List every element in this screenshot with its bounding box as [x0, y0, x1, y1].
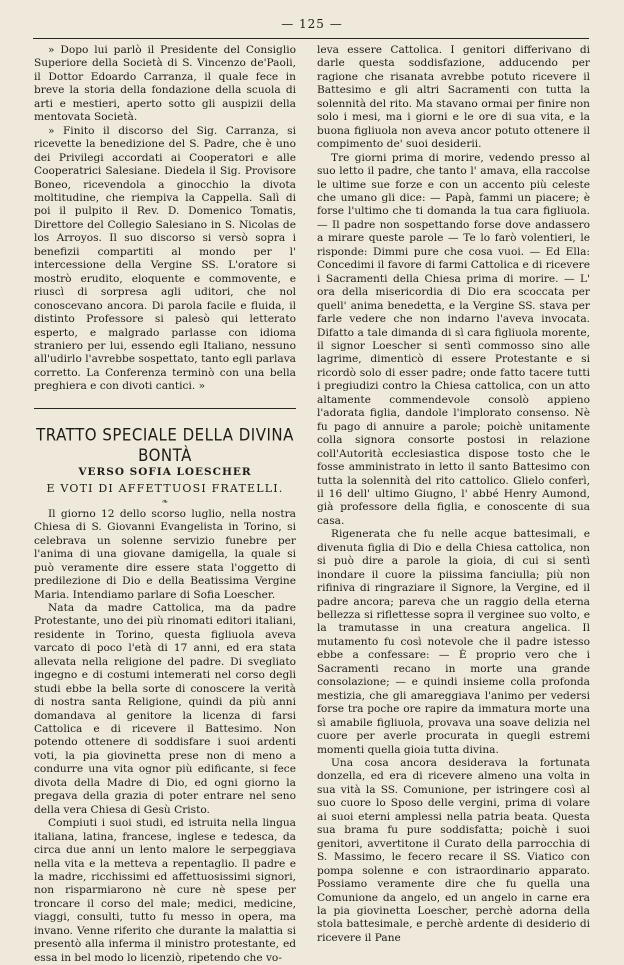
section-subtitle: VERSO SOFIA LOESCHER — [78, 465, 252, 478]
right-column — [317, 44, 590, 945]
paragraph-three-days: Tre giorni prima di morire, vedendo presso al suo letto il padre, che tanto l' amava, ella raccolse le ultime sue forze e con un accento più celeste che umano gli dice: — Papà, fammi un piacere; è forse l'ultimo che ti domanda la tua cara figliuola. — Il padre non sospettando forse dove andassero a mirare queste parole — Te lo farò volentieri, le risponde: Dimmi pure che cosa vuoi. — Ed Ella: Concedimi il favore di farmi Cattolica e di ricevere i Sacramenti della Chiesa prima di morire. — L' ora della misericordia di Dio era scoccata per quell' anima benedetta, e la Vergine SS. stava per farle vedere che non indarno l'aveva invocata. Difatto a tale dimanda di sì cara figliuola morente, il signor Loescher si sentì commosso sino alle lagrime, dimenticò di essere Protestante e si ricordò solo di esser padre; onde fatto tacere tutti i pregiudizi contro la Chiesa cattolica, con un atto altamente commendevole consolò appieno l'adorata figlia, dandole l'implorato consenso. Nè fu pago di annuire a parole; poichè unitamente colla signora consorte postosi in relazione coll'Autorità ecclesiastica dispose tosto che le fosse amministrato in letto il santo Battesimo con tutta la solennità del rito cattolico. Glielo conferì, il 16 dell' ultimo Giugno, l' abbé Henry Aumond, già professore della figlia, e conoscente di sua casa. — [317, 151, 590, 527]
paragraph-studies: Compiuti i suoi studi, ed istruita nella lingua italiana, latina, francese, inglese e tedesca, da circa due anni un lento malore le serpeggiava nella vita e la metteva a repentaglio. Il padre e la madre, ricchissimi ed affettuosissimi signori, non risparmiarono nè cure nè spese per troncare il corso del male; medici, medicine, viaggi, consulti, tutto fu messo in opera, ma invano. Venne riferito che durante la malattia si presentò alla inferma il ministro protestante, ed essa in bel modo lo licenziò, ripetendo che vo- — [34, 817, 296, 964]
paragraph-continuation: leva essere Cattolica. I genitori differivano di darle questa soddisfazione, adducendo per ragione che risanata avrebbe potuto ricevere il Battesimo e gli altri Sacramenti con tutta la solennità del rito. Ma stavano ormai per finire non solo i mesi, ma i giorni e le ore di sua vita, e la buona figliuola non aveva ancor potuto ottenere il compimento de' suoi desiderii. — [317, 44, 590, 151]
section-subtitle-secondary: E VOTI DI AFFETTUOSI FRATELLI. — [46, 481, 284, 495]
page-number: — 125 — — [281, 17, 343, 31]
paragraph-regenerated: Rigenerata che fu nelle acque battesimali, e divenuta figlia di Dio e della Chiesa cattolica, non si può dire a parole la gioia, di cui si sentì inondare il cuore la piissima fanciulla; più non rifiniva di ringraziare il Signore, la Vergine, ed il padre ancora; pareva che un raggio della eterna bellezza si riflettesse sopra il verginee suo volto, e la tramutasse in una creatura angelica. Il mutamento fu così notevole che il padre istesso ebbe a confessare: — È proprio vero che i Sacramenti recano in morte una grande consolazione; — e quindi insieme colla profonda mestizia, che gli amareggiava l'animo per vedersi forse tra poche ore rapire da immatura morte una sì amabile figliuola, provava una soave delizia nel cuore per averle procurata in quegli estremi momenti quella gioia tutta divina. — [317, 528, 590, 756]
left-column — [34, 44, 296, 965]
ornament-icon: ❧ — [161, 496, 169, 506]
paragraph-benediction: » Finito il discorso del Sig. Carranza, si ricevette la benedizione del S. Padre, che è uno dei Privilegi accordati ai Cooperatori e alle Cooperatrici Salesiane. Diedela il Sig. Provisore Boneo, ricevendola a ginocchio la divota moltitudine, che riempiva la Cappella. Salì di poi il pulpito il Rev. D. Domenico Tomatis, Direttore del Collegio Salesiano in S. Nicolas de los Arroyos. Il suo discorso si versò sopra i benefizii compartiti al mondo per l' intercessione della Vergine SS. L'oratore si mostrò erudito, eloquente e commovente, e riuscì di sorpresa agli uditori, che nol conoscevano ancora. Di parola facile e fluida, il distinto Professore si palesò qui letterato esperto, e malgrado parlasse con idioma straniero per lui, essendo egli Italiano, nessuno all'udirlo l'avrebbe sospettato, tanto egli parlava corretto. La Conferenza terminò con una bella preghiera e con divoti cantici. » — [34, 124, 296, 393]
paragraph-intro: Il giorno 12 dello scorso luglio, nella nostra Chiesa di S. Giovanni Evangelista in Torino, si celebrava un solenne servizio funebre per l'anima di una giovane damigella, la quale si può veramente dire essere stata l'oggetto di predilezione di Dio e della Beatissima Vergine Maria. Intendiamo parlare di Sofia Loescher. — [34, 507, 296, 601]
paragraph-communion: Una cosa ancora desiderava la fortunata donzella, ed era di ricevere almeno una volta in sua vità la SS. Comunione, per istringere così al suo cuore lo Sposo delle vergini, prima di volare ai suoi eterni amplessi nella patria beata. Questa sua brama fu pure soddisfatta; poichè i suoi genitori, avvertitone il Curato della parrocchia di S. Massimo, le fecero recare il SS. Viatico con pompa solenne e con istraordinario apparato. Possiamo veramente dire che fu quella una Comunione da angelo, ed un angelo in carne era la pia giovinetta Loescher, perchè adorna della stola battesimale, e perchè ardente di desiderio di ricevere il Pane — [317, 757, 590, 944]
header-rule — [33, 38, 589, 39]
paragraph-carranza: » Dopo lui parlò il Presidente del Consiglio Superiore della Società di S. Vincenzo de'Paoli, il Dottor Edoardo Carranza, il quale fece in breve la storia della fondazione della scuola di arti e mestieri, aperto sotto gli auspizii della mentovata Società. — [34, 44, 296, 124]
section-title: TRATTO SPECIALE DELLA DIVINA BONTÀ — [36, 424, 294, 466]
section-divider — [34, 408, 296, 409]
paragraph-birth: Nata da madre Cattolica, ma da padre Protestante, uno dei più rinomati editori italiani, residente in Torino, questa figliuola aveva varcato di poco l'età di 17 anni, ed era stata allevata nella religione del padre. Di svegliato ingegno e di costumi intemerati nel corso degli studi ebbe la bella sorte di conoscere la verità di nostra santa Religione, quindi da più anni domandava al genitore la licenza di farsi Cattolica e di ricevere il Battesimo. Non potendo ottenere di soddisfare i suoi ardenti voti, la pia giovinetta prese non di meno a condurre una vita ognor più edificante, si fece divota della Madre di Dio, ed ogni giorno la pregava della grazia di poter entrare nel seno della vera Chiesa di Gesù Cristo. — [34, 601, 296, 816]
